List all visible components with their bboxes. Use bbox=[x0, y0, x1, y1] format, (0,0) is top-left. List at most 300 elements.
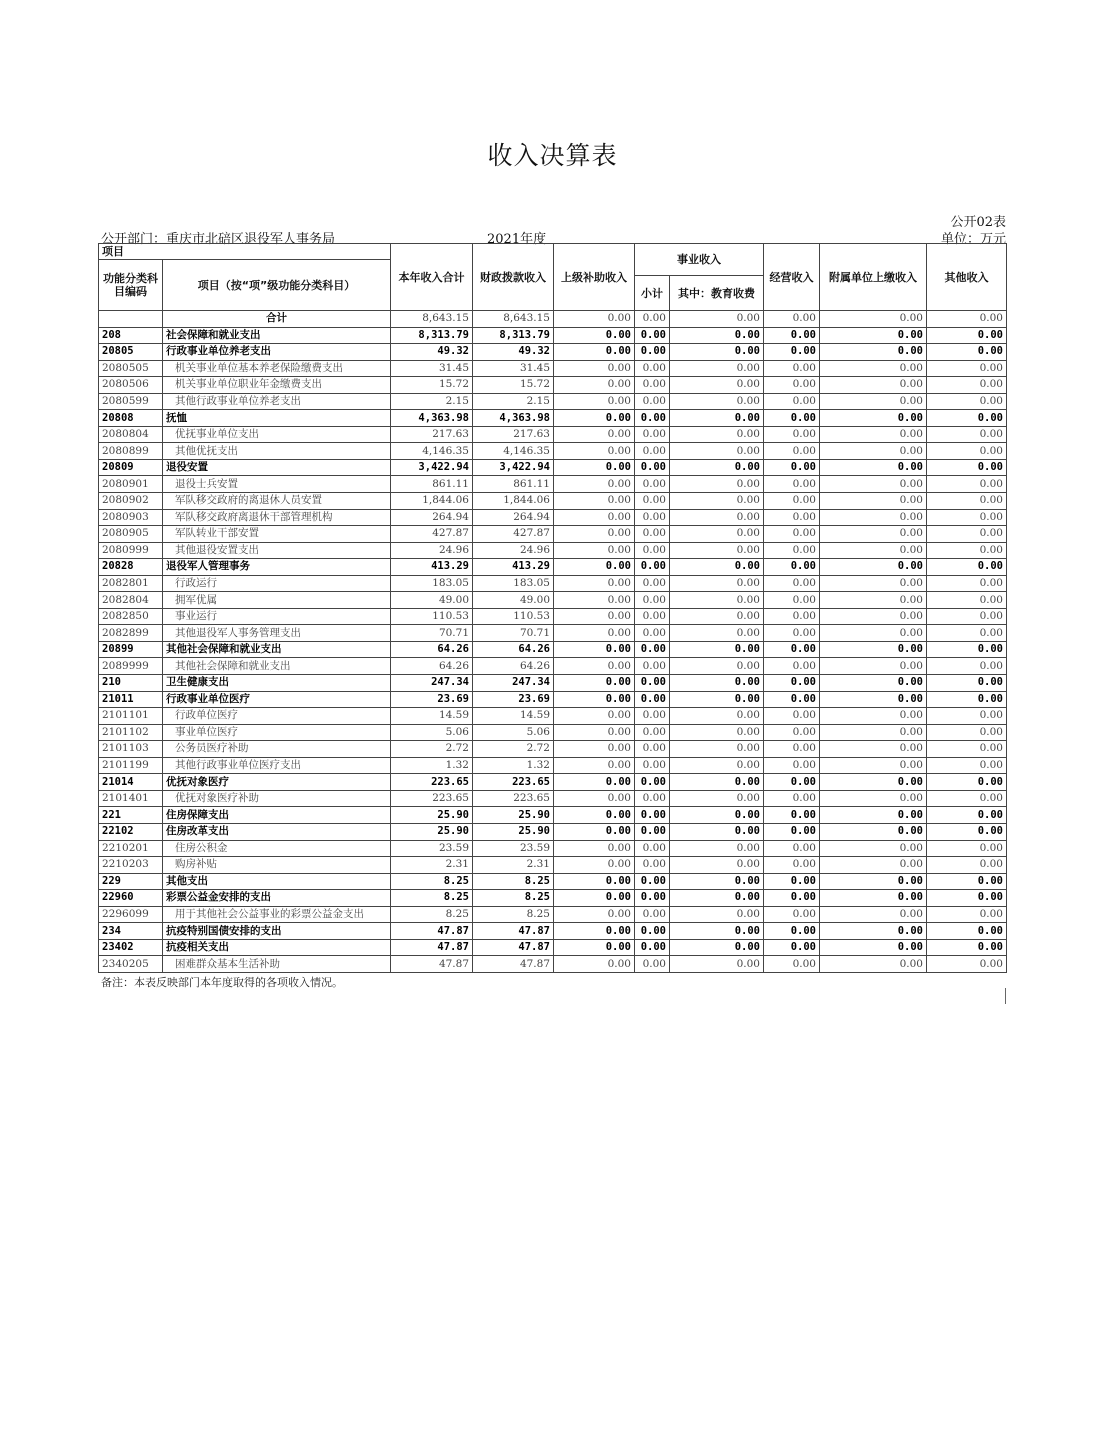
row-code: 2080902 bbox=[99, 493, 163, 510]
row-value: 0.00 bbox=[820, 741, 927, 758]
row-value: 0.00 bbox=[927, 459, 1007, 476]
row-value: 0.00 bbox=[670, 476, 764, 493]
row-value: 0.00 bbox=[635, 360, 670, 377]
row-value: 0.00 bbox=[820, 493, 927, 510]
table-row bbox=[99, 625, 1007, 642]
row-value: 0.00 bbox=[927, 906, 1007, 923]
table-row bbox=[99, 410, 1007, 427]
row-value: 47.87 bbox=[473, 923, 554, 940]
row-value: 0.00 bbox=[635, 658, 670, 675]
row-value: 861.11 bbox=[391, 476, 473, 493]
row-value: 0.00 bbox=[820, 807, 927, 824]
row-value: 0.00 bbox=[670, 311, 764, 328]
row-value: 0.00 bbox=[554, 592, 635, 609]
row-value: 0.00 bbox=[635, 542, 670, 559]
row-value: 0.00 bbox=[764, 658, 820, 675]
row-value: 8.25 bbox=[391, 873, 473, 890]
row-value: 47.87 bbox=[391, 923, 473, 940]
row-value: 8.25 bbox=[391, 890, 473, 907]
row-code: 2080999 bbox=[99, 542, 163, 559]
row-value: 0.00 bbox=[764, 443, 820, 460]
row-value: 264.94 bbox=[473, 509, 554, 526]
row-value: 0.00 bbox=[764, 741, 820, 758]
row-name: 其他退役安置支出 bbox=[163, 542, 391, 559]
table-body bbox=[99, 311, 1007, 973]
row-value: 0.00 bbox=[820, 691, 927, 708]
row-name: 住房公积金 bbox=[163, 840, 391, 857]
row-value: 25.90 bbox=[473, 823, 554, 840]
row-value: 0.00 bbox=[670, 906, 764, 923]
row-value: 0.00 bbox=[764, 311, 820, 328]
row-value: 0.00 bbox=[635, 890, 670, 907]
row-value: 0.00 bbox=[820, 559, 927, 576]
row-value: 0.00 bbox=[820, 658, 927, 675]
table-row bbox=[99, 443, 1007, 460]
row-value: 0.00 bbox=[670, 890, 764, 907]
row-code: 229 bbox=[99, 873, 163, 890]
row-value: 0.00 bbox=[820, 939, 927, 956]
row-value: 0.00 bbox=[927, 327, 1007, 344]
row-value: 0.00 bbox=[635, 393, 670, 410]
row-value: 0.00 bbox=[927, 509, 1007, 526]
row-value: 0.00 bbox=[670, 774, 764, 791]
row-value: 0.00 bbox=[670, 807, 764, 824]
row-value: 0.00 bbox=[635, 493, 670, 510]
row-value: 0.00 bbox=[927, 790, 1007, 807]
row-code: 2089999 bbox=[99, 658, 163, 675]
row-value: 4,146.35 bbox=[391, 443, 473, 460]
row-value: 0.00 bbox=[764, 410, 820, 427]
row-name: 事业运行 bbox=[163, 608, 391, 625]
row-code: 20899 bbox=[99, 641, 163, 658]
row-value: 49.00 bbox=[391, 592, 473, 609]
row-value: 0.00 bbox=[764, 790, 820, 807]
row-value: 64.26 bbox=[391, 658, 473, 675]
page-edge-mark bbox=[1005, 988, 1006, 1004]
row-value: 0.00 bbox=[635, 608, 670, 625]
row-value: 0.00 bbox=[554, 741, 635, 758]
row-value: 0.00 bbox=[820, 641, 927, 658]
row-value: 0.00 bbox=[554, 493, 635, 510]
row-value: 0.00 bbox=[635, 526, 670, 543]
row-value: 15.72 bbox=[473, 377, 554, 394]
table-row bbox=[99, 675, 1007, 692]
row-value: 14.59 bbox=[391, 708, 473, 725]
row-value: 0.00 bbox=[927, 476, 1007, 493]
row-name: 合计 bbox=[163, 311, 391, 328]
row-value: 0.00 bbox=[635, 790, 670, 807]
row-value: 0.00 bbox=[927, 410, 1007, 427]
row-name: 抚恤 bbox=[163, 410, 391, 427]
row-value: 0.00 bbox=[927, 426, 1007, 443]
row-value: 0.00 bbox=[820, 459, 927, 476]
row-name: 优抚事业单位支出 bbox=[163, 426, 391, 443]
row-value: 0.00 bbox=[635, 956, 670, 973]
row-value: 0.00 bbox=[670, 393, 764, 410]
row-value: 0.00 bbox=[670, 443, 764, 460]
row-name: 彩票公益金安排的支出 bbox=[163, 890, 391, 907]
row-value: 0.00 bbox=[670, 592, 764, 609]
row-value: 0.00 bbox=[670, 608, 764, 625]
row-value: 49.32 bbox=[473, 344, 554, 361]
row-value: 0.00 bbox=[764, 823, 820, 840]
table-row bbox=[99, 393, 1007, 410]
row-value: 2.72 bbox=[473, 741, 554, 758]
row-value: 8,313.79 bbox=[473, 327, 554, 344]
row-value: 0.00 bbox=[670, 790, 764, 807]
row-value: 0.00 bbox=[554, 906, 635, 923]
row-value: 0.00 bbox=[764, 360, 820, 377]
row-value: 0.00 bbox=[670, 526, 764, 543]
form-number: 公开02表 bbox=[950, 215, 1006, 230]
row-value: 1.32 bbox=[391, 757, 473, 774]
row-value: 247.34 bbox=[473, 675, 554, 692]
table-row bbox=[99, 542, 1007, 559]
row-value: 64.26 bbox=[391, 641, 473, 658]
row-value: 0.00 bbox=[927, 741, 1007, 758]
row-value: 217.63 bbox=[473, 426, 554, 443]
row-value: 0.00 bbox=[554, 360, 635, 377]
row-value: 0.00 bbox=[554, 724, 635, 741]
row-name: 行政事业单位医疗 bbox=[163, 691, 391, 708]
row-value: 0.00 bbox=[820, 890, 927, 907]
row-value: 0.00 bbox=[927, 393, 1007, 410]
row-value: 0.00 bbox=[670, 426, 764, 443]
row-value: 0.00 bbox=[635, 840, 670, 857]
row-value: 0.00 bbox=[554, 923, 635, 940]
row-value: 0.00 bbox=[764, 807, 820, 824]
row-value: 0.00 bbox=[820, 592, 927, 609]
row-code: 20808 bbox=[99, 410, 163, 427]
row-value: 0.00 bbox=[670, 625, 764, 642]
row-value: 223.65 bbox=[473, 774, 554, 791]
row-value: 0.00 bbox=[670, 675, 764, 692]
row-value: 0.00 bbox=[764, 327, 820, 344]
row-name: 其他退役军人事务管理支出 bbox=[163, 625, 391, 642]
row-value: 70.71 bbox=[473, 625, 554, 642]
row-value: 0.00 bbox=[820, 443, 927, 460]
row-value: 0.00 bbox=[635, 476, 670, 493]
row-value: 0.00 bbox=[927, 559, 1007, 576]
row-value: 2.72 bbox=[391, 741, 473, 758]
row-code: 2080599 bbox=[99, 393, 163, 410]
row-value: 0.00 bbox=[927, 857, 1007, 874]
row-code: 2080899 bbox=[99, 443, 163, 460]
row-value: 0.00 bbox=[764, 857, 820, 874]
row-code: 2080903 bbox=[99, 509, 163, 526]
row-name: 用于其他社会公益事业的彩票公益金支出 bbox=[163, 906, 391, 923]
row-name: 军队转业干部安置 bbox=[163, 526, 391, 543]
row-value: 0.00 bbox=[670, 857, 764, 874]
row-value: 0.00 bbox=[635, 559, 670, 576]
row-value: 0.00 bbox=[554, 625, 635, 642]
row-value: 0.00 bbox=[820, 327, 927, 344]
row-value: 0.00 bbox=[764, 559, 820, 576]
row-value: 0.00 bbox=[927, 840, 1007, 857]
row-value: 0.00 bbox=[927, 923, 1007, 940]
row-value: 0.00 bbox=[554, 608, 635, 625]
row-value: 0.00 bbox=[554, 575, 635, 592]
row-value: 0.00 bbox=[764, 641, 820, 658]
row-value: 8.25 bbox=[473, 906, 554, 923]
row-code: 23402 bbox=[99, 939, 163, 956]
row-value: 47.87 bbox=[391, 939, 473, 956]
row-value: 0.00 bbox=[764, 906, 820, 923]
row-value: 0.00 bbox=[635, 691, 670, 708]
row-value: 0.00 bbox=[670, 493, 764, 510]
row-value: 0.00 bbox=[554, 757, 635, 774]
row-value: 427.87 bbox=[473, 526, 554, 543]
row-value: 0.00 bbox=[554, 840, 635, 857]
row-value: 0.00 bbox=[554, 823, 635, 840]
row-value: 0.00 bbox=[764, 939, 820, 956]
row-value: 264.94 bbox=[391, 509, 473, 526]
row-value: 0.00 bbox=[927, 939, 1007, 956]
row-value: 15.72 bbox=[391, 377, 473, 394]
row-name: 住房保障支出 bbox=[163, 807, 391, 824]
row-value: 23.69 bbox=[391, 691, 473, 708]
row-name: 退役军人管理事务 bbox=[163, 559, 391, 576]
row-value: 23.59 bbox=[391, 840, 473, 857]
row-code: 221 bbox=[99, 807, 163, 824]
row-code: 2082801 bbox=[99, 575, 163, 592]
row-value: 64.26 bbox=[473, 641, 554, 658]
row-code: 2101401 bbox=[99, 790, 163, 807]
row-value: 0.00 bbox=[820, 757, 927, 774]
row-value: 0.00 bbox=[635, 377, 670, 394]
row-name: 优抚对象医疗 bbox=[163, 774, 391, 791]
row-value: 0.00 bbox=[927, 873, 1007, 890]
row-value: 0.00 bbox=[927, 493, 1007, 510]
row-value: 0.00 bbox=[820, 675, 927, 692]
row-name: 住房改革支出 bbox=[163, 823, 391, 840]
row-value: 0.00 bbox=[635, 426, 670, 443]
row-name: 行政运行 bbox=[163, 575, 391, 592]
row-value: 0.00 bbox=[764, 923, 820, 940]
table-row bbox=[99, 956, 1007, 973]
row-value: 0.00 bbox=[554, 459, 635, 476]
row-value: 0.00 bbox=[554, 327, 635, 344]
table-row bbox=[99, 939, 1007, 956]
row-name: 退役士兵安置 bbox=[163, 476, 391, 493]
row-value: 247.34 bbox=[391, 675, 473, 692]
row-name: 困难群众基本生活补助 bbox=[163, 956, 391, 973]
row-value: 0.00 bbox=[764, 509, 820, 526]
row-value: 183.05 bbox=[473, 575, 554, 592]
row-value: 31.45 bbox=[473, 360, 554, 377]
row-value: 2.31 bbox=[391, 857, 473, 874]
row-code: 21014 bbox=[99, 774, 163, 791]
header-total-income: 本年收入合计 bbox=[391, 244, 473, 311]
row-value: 25.90 bbox=[391, 823, 473, 840]
row-value: 0.00 bbox=[554, 542, 635, 559]
table-row bbox=[99, 575, 1007, 592]
row-value: 0.00 bbox=[670, 542, 764, 559]
row-name: 其他社会保障和就业支出 bbox=[163, 658, 391, 675]
row-value: 0.00 bbox=[670, 509, 764, 526]
row-value: 0.00 bbox=[670, 410, 764, 427]
row-value: 0.00 bbox=[670, 658, 764, 675]
row-value: 0.00 bbox=[820, 311, 927, 328]
table-row bbox=[99, 823, 1007, 840]
header-superior: 上级补助收入 bbox=[554, 244, 635, 311]
row-value: 47.87 bbox=[391, 956, 473, 973]
fiscal-year: 2021年度 bbox=[487, 232, 547, 247]
row-value: 413.29 bbox=[391, 559, 473, 576]
row-value: 1.32 bbox=[473, 757, 554, 774]
row-value: 70.71 bbox=[391, 625, 473, 642]
row-value: 64.26 bbox=[473, 658, 554, 675]
row-value: 0.00 bbox=[764, 592, 820, 609]
header-fiscal: 财政拨款收入 bbox=[473, 244, 554, 311]
table-row bbox=[99, 493, 1007, 510]
row-value: 0.00 bbox=[635, 873, 670, 890]
table-row bbox=[99, 526, 1007, 543]
row-value: 0.00 bbox=[635, 807, 670, 824]
row-value: 0.00 bbox=[820, 426, 927, 443]
row-name: 行政事业单位养老支出 bbox=[163, 344, 391, 361]
row-value: 0.00 bbox=[554, 890, 635, 907]
row-value: 0.00 bbox=[820, 906, 927, 923]
row-value: 0.00 bbox=[554, 774, 635, 791]
row-value: 0.00 bbox=[820, 625, 927, 642]
row-value: 0.00 bbox=[764, 393, 820, 410]
row-value: 8,313.79 bbox=[391, 327, 473, 344]
row-value: 0.00 bbox=[670, 459, 764, 476]
row-value: 0.00 bbox=[554, 344, 635, 361]
row-value: 0.00 bbox=[927, 658, 1007, 675]
row-value: 0.00 bbox=[635, 459, 670, 476]
row-value: 25.90 bbox=[391, 807, 473, 824]
row-value: 49.00 bbox=[473, 592, 554, 609]
row-value: 0.00 bbox=[635, 311, 670, 328]
row-value: 0.00 bbox=[635, 443, 670, 460]
row-code: 2101102 bbox=[99, 724, 163, 741]
row-value: 0.00 bbox=[764, 774, 820, 791]
table-row bbox=[99, 426, 1007, 443]
row-value: 0.00 bbox=[764, 476, 820, 493]
row-name: 卫生健康支出 bbox=[163, 675, 391, 692]
row-code bbox=[99, 311, 163, 328]
row-value: 0.00 bbox=[670, 377, 764, 394]
row-value: 0.00 bbox=[764, 575, 820, 592]
row-value: 47.87 bbox=[473, 939, 554, 956]
row-value: 0.00 bbox=[927, 956, 1007, 973]
table-row bbox=[99, 906, 1007, 923]
row-value: 8.25 bbox=[473, 890, 554, 907]
row-value: 0.00 bbox=[554, 939, 635, 956]
row-value: 0.00 bbox=[820, 526, 927, 543]
row-value: 0.00 bbox=[554, 377, 635, 394]
row-value: 0.00 bbox=[820, 956, 927, 973]
row-value: 0.00 bbox=[554, 807, 635, 824]
row-value: 0.00 bbox=[927, 675, 1007, 692]
table-row bbox=[99, 592, 1007, 609]
row-value: 0.00 bbox=[635, 625, 670, 642]
row-value: 0.00 bbox=[554, 509, 635, 526]
row-value: 0.00 bbox=[820, 476, 927, 493]
row-code: 22960 bbox=[99, 890, 163, 907]
row-value: 0.00 bbox=[927, 592, 1007, 609]
row-value: 0.00 bbox=[670, 724, 764, 741]
row-value: 0.00 bbox=[635, 774, 670, 791]
row-value: 0.00 bbox=[927, 526, 1007, 543]
row-value: 0.00 bbox=[635, 724, 670, 741]
row-value: 5.06 bbox=[391, 724, 473, 741]
row-value: 8.25 bbox=[473, 873, 554, 890]
row-value: 0.00 bbox=[820, 724, 927, 741]
row-value: 0.00 bbox=[820, 774, 927, 791]
row-value: 0.00 bbox=[635, 939, 670, 956]
row-value: 0.00 bbox=[764, 625, 820, 642]
row-value: 4,363.98 bbox=[473, 410, 554, 427]
row-value: 4,146.35 bbox=[473, 443, 554, 460]
row-value: 0.00 bbox=[635, 857, 670, 874]
income-table bbox=[98, 243, 1007, 973]
row-value: 0.00 bbox=[554, 311, 635, 328]
row-name: 抗疫特别国债安排的支出 bbox=[163, 923, 391, 940]
row-name: 优抚对象医疗补助 bbox=[163, 790, 391, 807]
row-name: 其他社会保障和就业支出 bbox=[163, 641, 391, 658]
table-row bbox=[99, 691, 1007, 708]
row-value: 0.00 bbox=[927, 311, 1007, 328]
row-value: 0.00 bbox=[670, 840, 764, 857]
row-value: 0.00 bbox=[670, 344, 764, 361]
row-value: 0.00 bbox=[635, 410, 670, 427]
row-value: 0.00 bbox=[554, 708, 635, 725]
row-value: 0.00 bbox=[820, 575, 927, 592]
row-value: 0.00 bbox=[554, 691, 635, 708]
row-code: 20809 bbox=[99, 459, 163, 476]
row-value: 0.00 bbox=[554, 426, 635, 443]
row-value: 0.00 bbox=[670, 575, 764, 592]
row-name: 公务员医疗补助 bbox=[163, 741, 391, 758]
row-value: 8.25 bbox=[391, 906, 473, 923]
row-name: 拥军优属 bbox=[163, 592, 391, 609]
row-value: 427.87 bbox=[391, 526, 473, 543]
unit-label: 单位：万元 bbox=[940, 232, 1006, 247]
row-code: 2210201 bbox=[99, 840, 163, 857]
row-value: 49.32 bbox=[391, 344, 473, 361]
row-value: 0.00 bbox=[820, 840, 927, 857]
page-title: 收入决算表 bbox=[487, 141, 618, 170]
row-value: 861.11 bbox=[473, 476, 554, 493]
row-name: 其他行政事业单位养老支出 bbox=[163, 393, 391, 410]
row-value: 0.00 bbox=[927, 757, 1007, 774]
row-value: 0.00 bbox=[670, 641, 764, 658]
table-row bbox=[99, 459, 1007, 476]
row-code: 22102 bbox=[99, 823, 163, 840]
row-value: 0.00 bbox=[670, 708, 764, 725]
row-value: 0.00 bbox=[927, 377, 1007, 394]
table-row bbox=[99, 509, 1007, 526]
row-code: 2080505 bbox=[99, 360, 163, 377]
row-value: 0.00 bbox=[635, 906, 670, 923]
row-value: 0.00 bbox=[820, 410, 927, 427]
row-value: 3,422.94 bbox=[473, 459, 554, 476]
header-code: 功能分类科目编码 bbox=[99, 260, 163, 311]
row-value: 24.96 bbox=[473, 542, 554, 559]
row-value: 0.00 bbox=[927, 344, 1007, 361]
header-other: 其他收入 bbox=[927, 244, 1007, 311]
table-row bbox=[99, 476, 1007, 493]
row-value: 0.00 bbox=[635, 344, 670, 361]
row-value: 0.00 bbox=[820, 823, 927, 840]
row-value: 0.00 bbox=[670, 923, 764, 940]
row-value: 0.00 bbox=[820, 790, 927, 807]
row-code: 208 bbox=[99, 327, 163, 344]
row-value: 0.00 bbox=[820, 542, 927, 559]
